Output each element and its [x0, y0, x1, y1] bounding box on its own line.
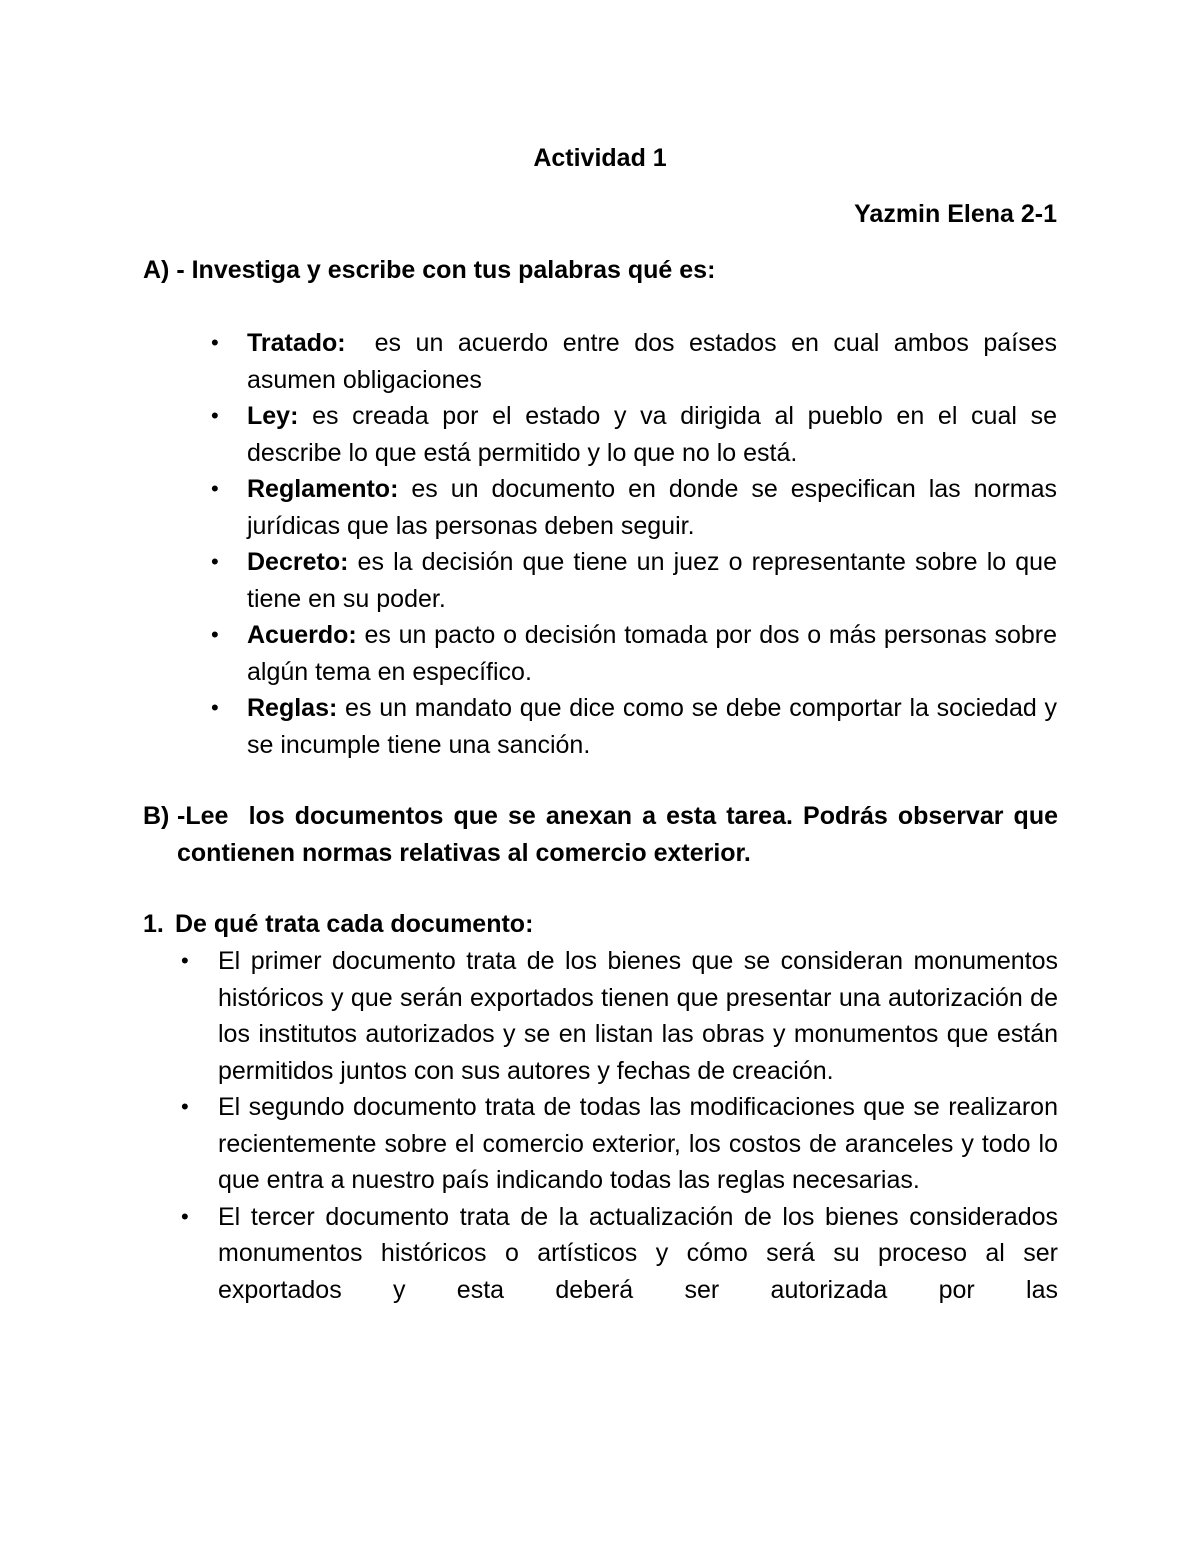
list-item: [211, 690, 1057, 763]
term-label: Ley:: [247, 402, 299, 430]
term-definition: es un mandato que dice como se debe comportar la sociedad y se incumple tiene una sanción.: [247, 694, 1057, 759]
list-item: [211, 617, 1057, 690]
section-a-heading: A) - Investiga y escribe con tus palabras qué es:: [143, 256, 716, 284]
term-definition: es la decisión que tiene un juez o representante sobre lo que tiene en su poder.: [247, 548, 1057, 613]
list-item: [181, 1089, 1058, 1199]
list-item: [211, 325, 1064, 398]
question-number: 1.: [143, 910, 164, 938]
definitions-list: [211, 325, 1064, 763]
bullet-icon: •: [211, 622, 219, 647]
bullet-icon: •: [181, 1094, 189, 1119]
bullet-icon: •: [211, 695, 219, 720]
document-description: El tercer documento trata de la actualización de los bienes considerados monumentos históricos o artísticos y cómo será su proceso al ser exportados y esta deberá ser autorizada por las: [218, 1202, 1058, 1304]
section-b-heading: [143, 798, 1065, 871]
question-heading: [143, 906, 533, 943]
question-text: De qué trata cada documento:: [175, 910, 534, 938]
author-line: Yazmin Elena 2-1: [854, 200, 1057, 228]
term-label: Acuerdo:: [247, 621, 357, 649]
bullet-icon: •: [211, 330, 219, 355]
documents-list: [181, 943, 1058, 1308]
term-label: Reglamento:: [247, 475, 399, 503]
term-label: Reglas:: [247, 694, 338, 722]
document-description: El segundo documento trata de todas las modificaciones que se realizaron recientemente sobre el comercio exterior, los costos de aranceles y todo lo que entra a nuestro país indicando todas las reglas necesarias.: [218, 1093, 1058, 1194]
section-b-text: -Lee los documentos que se anexan a esta tarea. Podrás observar que contienen normas relativas al comercio exterior.: [177, 802, 1065, 867]
bullet-icon: •: [181, 948, 189, 973]
bullet-icon: •: [211, 476, 219, 501]
term-label: Tratado:: [247, 329, 346, 357]
term-definition: es un acuerdo entre dos estados en cual ambos países asumen obligaciones: [247, 329, 1064, 394]
document-description: El primer documento trata de los bienes que se consideran monumentos históricos y que serán exportados tienen que presentar una autorización de los institutos autorizados y se en listan las obras y monumentos que están permitidos juntos con sus autores y fechas de creación.: [218, 947, 1058, 1085]
list-item: [211, 398, 1057, 471]
term-definition: es un documento en donde se especifican las normas jurídicas que las personas deben seguir.: [247, 475, 1057, 540]
list-item: [181, 943, 1058, 1089]
list-item: [211, 544, 1057, 617]
term-definition: es un pacto o decisión tomada por dos o más personas sobre algún tema en específico.: [247, 621, 1057, 686]
list-item: [211, 471, 1057, 544]
bullet-icon: •: [211, 549, 219, 574]
term-label: Decreto:: [247, 548, 349, 576]
term-definition: es creada por el estado y va dirigida al pueblo en el cual se describe lo que está permitido y lo que no lo está.: [247, 402, 1057, 467]
bullet-icon: •: [181, 1203, 189, 1229]
list-item: [181, 1199, 1058, 1309]
section-b-label: B): [143, 802, 170, 830]
bullet-icon: •: [211, 403, 219, 428]
page-title: Actividad 1: [533, 144, 667, 172]
